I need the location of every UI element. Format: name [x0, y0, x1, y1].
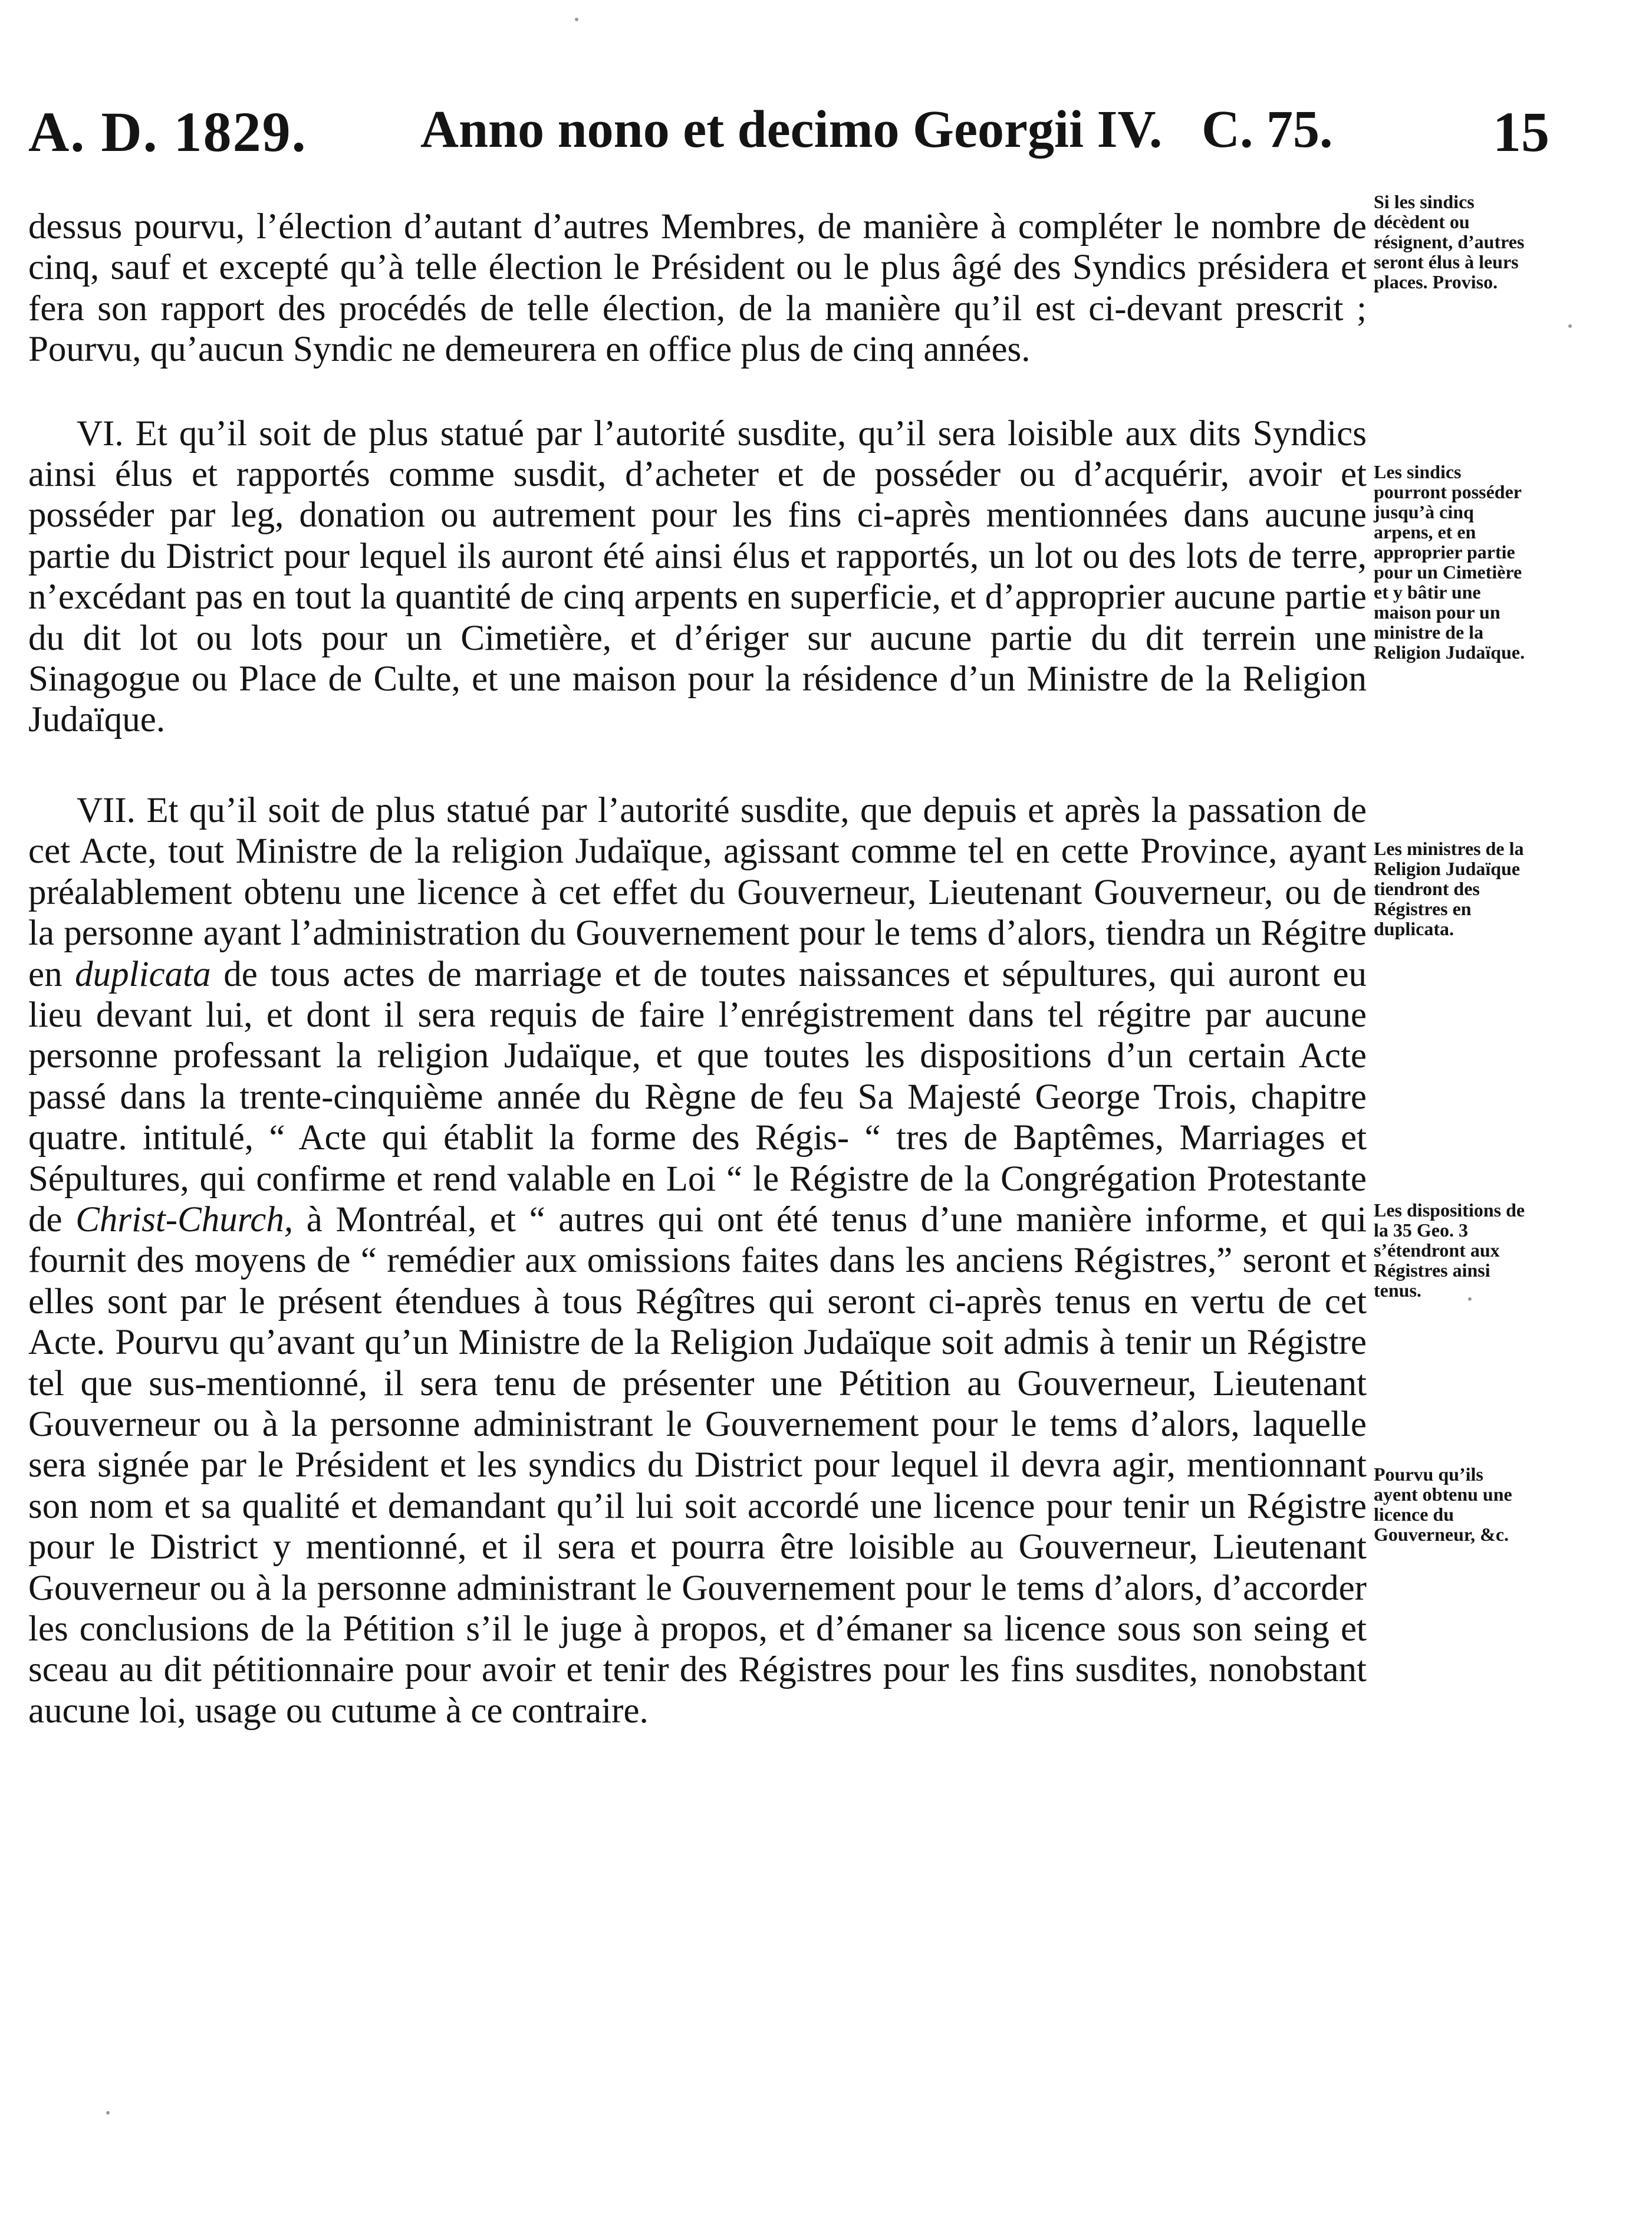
running-header [28, 99, 1549, 164]
quote-line-2a: “ le Régistre de la Congrégation Protestante de [28, 1159, 1367, 1239]
print-speck [1568, 324, 1572, 328]
quote-line-3: “ autres qui ont été tenus d’une manière informe, et qui fournit des moyens de [28, 1199, 1367, 1281]
quote-line-4: “ remédier aux omissions faites dans les anciens Régistres,” seront et elles sont par [28, 1241, 1367, 1321]
margin-note-land: Les sindics pourront posséder jusqu’à cinq arpens, et en approprier partie pour un Cimetière et y bâtir une maison pour un ministre de la Religion Judaïque. [1374, 461, 1525, 663]
print-speck [106, 2111, 110, 2115]
section-vii-italic-duplicata: duplicata [75, 954, 211, 994]
margin-note-licence: Pourvu qu’ils ayent obtenu une licence du Gouverneur, &c. [1374, 1464, 1512, 1545]
header-title: Anno nono et decimo Georgii IV. [420, 100, 1163, 159]
main-text-column [28, 206, 1367, 1731]
section-vii-text-b: de tous actes de marriage et de toutes naissances et sépultures, qui auront eu lieu devant lui, et dont il sera requis de faire l’enrégistrement dans tel régitre par aucune personne professant la religion Judaïque, et que toutes les dispositions d’un certain Acte passé dans la trente-cinquième année du Règne de feu Sa Majesté George Trois, chapitre quatre. intitulé, “ Acte qui établit la forme des Régis- [28, 954, 1367, 1158]
header-year: A. D. 1829. [28, 100, 307, 163]
margin-note-dispositions: Les dispositions de la 35 Geo. 3 s’étendront aux Régistres ainsi tenus. [1374, 1199, 1525, 1301]
print-speck [1468, 1297, 1472, 1301]
header-chapter: C. 75. [1202, 100, 1333, 159]
paragraph-continued: dessus pourvu, l’élection d’autant d’autres Membres, de manière à compléter le nombre de cinq, sauf et excepté qu’à telle élection le Président ou le plus âgé des Syndics présidera et fera son rapport des procédés de telle élection, de la manière qu’il est ci-devant prescrit ; Pourvu, qu’aucun Syndic ne demeurera en office plus de cinq années. [28, 207, 1367, 370]
quote-line-2b: à Montréal, et [306, 1199, 516, 1239]
quote-line-1: “ tres de Baptêmes, Marriages et Sépultures, qui confirme et rend valable en Loi [28, 1118, 1367, 1199]
margin-note-registers: Les ministres de la Religion Judaïque tiendront des Régistres en duplicata. [1374, 838, 1524, 939]
paragraph-section-vii [28, 790, 1367, 1731]
margin-note-election: Si les sindics décèdent ou résignent, d’autres seront élus à leurs places. Proviso. [1374, 191, 1525, 292]
paragraph-section-vi: VI. Et qu’il soit de plus statué par l’autorité susdite, qu’il sera loisible aux dits Syndics ainsi élus et rapportés comme susdit, d’acheter et de posséder ou d’acquérir, avoir et posséder par leg, donation ou autrement pour les fins ci-après mentionnées dans aucune partie du District pour lequel ils auront été ainsi élus et rapportés, un lot ou des lots de terre, n’excédant pas en tout la quantité de cinq arpents en superficie, et d’approprier aucune partie du dit lot ou lots pour un Cimetière, et d’ériger sur aucune partie du dit terrein une Sinagogue ou Place de Culte, et une maison pour la résidence d’un Ministre de la Religion Judaïque. [28, 413, 1367, 740]
quote-line-2-italic: Christ-Church, [75, 1199, 294, 1239]
section-vii-text-a: VII. Et qu’il soit de plus statué par l’autorité susdite, que depuis et après la passation de cet Acte, tout Ministre de la religion Judaïque, agissant comme tel en cette Province, ayant préalablement obtenu une licence à cet effet du Gouverneur, Lieutenant Gouverneur, ou de la personne ayant l’administration du Gouvernement pour le tems d’alors, tiendra un Régitre en [28, 790, 1367, 994]
print-speck [575, 18, 578, 21]
section-vii-text-c: le présent étendues à tous Régîtres qui seront ci-après tenus en vertu de cet Acte. Pourvu qu’avant qu’un Ministre de la Religion Judaïque soit admis à tenir un Régistre tel que sus-mentionné, il sera tenu de présenter une Pétition au Gouverneur, Lieutenant Gouverneur ou à la personne administrant le Gouvernement pour le tems d’alors, laquelle sera signée par le Président et les syndics du District pour lequel il devra agir, mentionnant son nom et sa qualité et demandant qu’il lui soit accordé une licence pour tenir un Régistre pour le District y mentionné, et il sera et pourra être loisible au Gouverneur, Lieutenant Gouverneur ou à la personne administrant le Gouvernement pour le tems d’alors, d’accorder les conclusions de la Pétition s’il le juge à propos, et d’émaner sa licence sous son seing et sceau au dit pétitionnaire pour avoir et tenir des Régistres pour les fins susdites, nonobstant aucune loi, usage ou cutume à ce contraire. [28, 1281, 1367, 1731]
page-number: 15 [1493, 100, 1549, 163]
